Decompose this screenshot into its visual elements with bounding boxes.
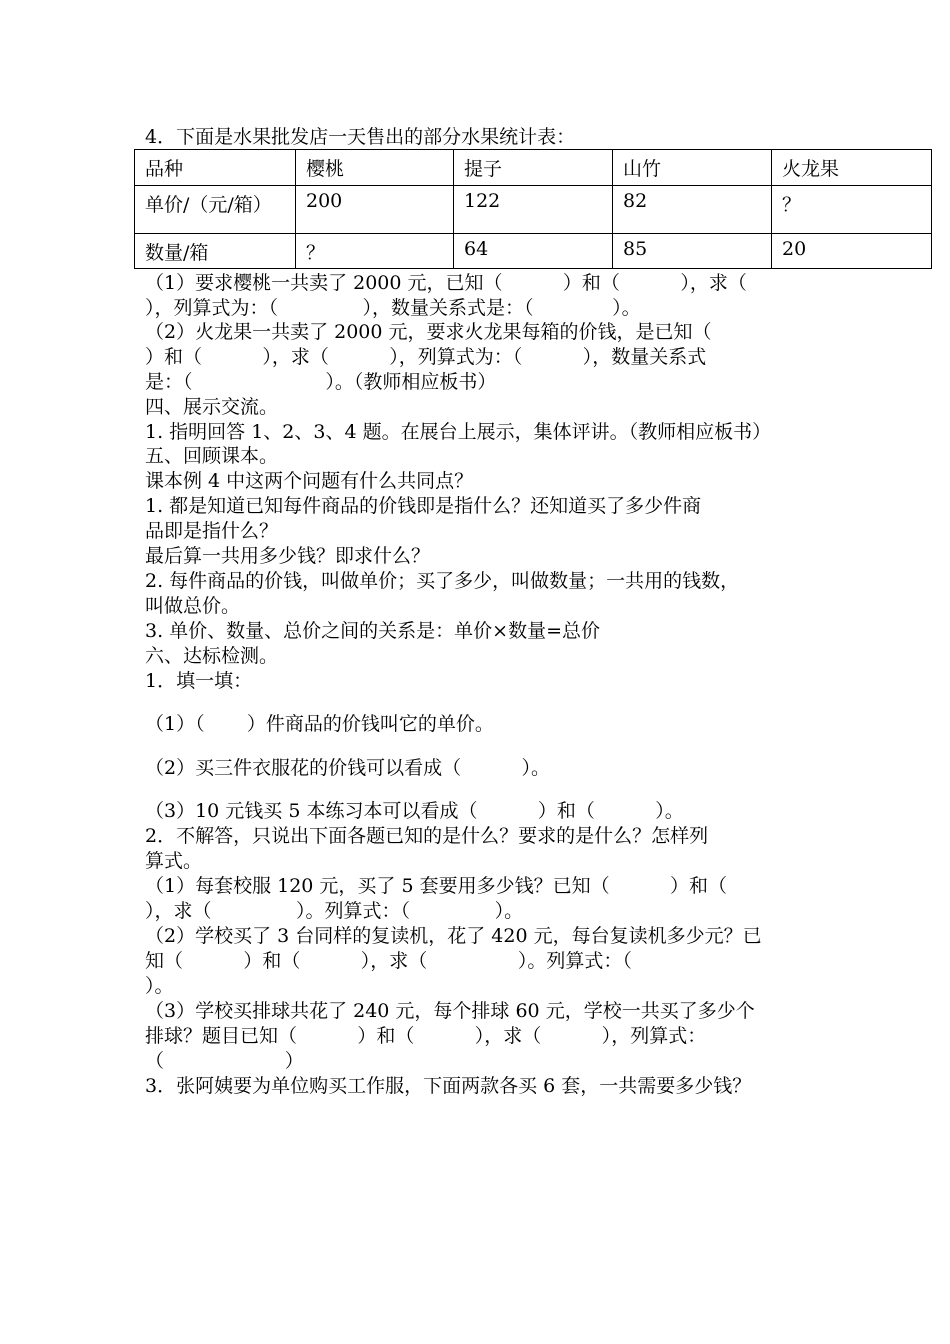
text-line: （1）（ ）件商品的价钱叫它的单价。 bbox=[145, 713, 494, 735]
table-cell: 64 bbox=[454, 234, 613, 269]
text-line: （2）买三件衣服花的价钱可以看成（ ）。 bbox=[145, 757, 550, 779]
text-line: ），求（ ）。列算式：（ ）。 bbox=[145, 900, 524, 922]
text-line: ），列算式为：（ ），数量关系式是：（ ）。 bbox=[145, 297, 641, 319]
table-row bbox=[135, 186, 932, 234]
text-line: （2）学校买了 3 台同样的复读机，花了 420 元，每台复读机多少元？已 bbox=[145, 925, 762, 947]
text-line: 最后算一共用多少钱？即求什么？ bbox=[145, 545, 431, 567]
text-line: （3）10 元钱买 5 本练习本可以看成（ ）和（ ）。 bbox=[145, 800, 684, 822]
table-cell: 122 bbox=[454, 186, 613, 234]
section-heading: 六、达标检测。 bbox=[145, 645, 279, 667]
section-heading: 四、展示交流。 bbox=[145, 396, 279, 418]
table-row bbox=[135, 150, 932, 186]
table-cell: 品种 bbox=[135, 150, 296, 186]
text-line: 是：（ ）。（教师相应板书） bbox=[145, 371, 497, 393]
table-cell: ？ bbox=[296, 234, 454, 269]
text-line: 1. 都是知道已知每件商品的价钱即是指什么？还知道买了多少件商 bbox=[145, 495, 702, 517]
table-cell: 200 bbox=[296, 186, 454, 234]
text-line: （3）学校买排球共花了 240 元，每个排球 60 元，学校一共买了多少个 bbox=[145, 1000, 755, 1022]
text-line: 排球？题目已知（ ）和（ ），求（ ），列算式： bbox=[145, 1025, 707, 1047]
table-cell: 山竹 bbox=[613, 150, 772, 186]
text-line: （1）要求樱桃一共卖了 2000 元，已知（ ）和（ ），求（ bbox=[145, 272, 747, 294]
table-cell: 樱桃 bbox=[296, 150, 454, 186]
text-line: 2. 每件商品的价钱，叫做单价；买了多少，叫做数量；一共用的钱数， bbox=[145, 570, 740, 592]
text-line: 1. 指明回答 1、2、3、4 题。在展台上展示，集体评讲。（教师相应板书） bbox=[145, 421, 772, 443]
text-line: ）和（ ），求（ ），列算式为：（ ），数量关系式 bbox=[145, 346, 707, 368]
text-line: （2）火龙果一共卖了 2000 元，要求火龙果每箱的价钱，是已知（ bbox=[145, 321, 712, 343]
table-cell: 82 bbox=[613, 186, 772, 234]
text-line: 1．填一填： bbox=[145, 670, 253, 692]
section-heading: 五、回顾课本。 bbox=[145, 445, 279, 467]
table-cell: 火龙果 bbox=[772, 150, 932, 186]
text-line: 算式。 bbox=[145, 850, 203, 872]
text-line: 课本例 4 中这两个问题有什么共同点？ bbox=[145, 470, 474, 492]
table-row bbox=[135, 234, 932, 269]
table-cell: 85 bbox=[613, 234, 772, 269]
table-cell: 单价/（元/箱） bbox=[135, 186, 296, 234]
text-line: ）。 bbox=[145, 975, 174, 997]
text-line: 3．张阿姨要为单位购买工作服，下面两款各买 6 套，一共需要多少钱？ bbox=[145, 1075, 752, 1097]
table-cell: ？ bbox=[772, 186, 932, 234]
text-line: 叫做总价。 bbox=[145, 595, 241, 617]
text-line: （1）每套校服 120 元，买了 5 套要用多少钱？已知（ ）和（ bbox=[145, 875, 727, 897]
table-cell: 提子 bbox=[454, 150, 613, 186]
table-cell: 数量/箱 bbox=[135, 234, 296, 269]
question-4-title: 4．下面是水果批发店一天售出的部分水果统计表： bbox=[145, 126, 576, 148]
text-line: 知（ ）和（ ），求（ ）。列算式：（ bbox=[145, 950, 632, 972]
text-line: 3. 单价、数量、总价之间的关系是：单价×数量=总价 bbox=[145, 620, 601, 642]
fruit-sales-table bbox=[134, 149, 932, 269]
text-line: 品即是指什么？ bbox=[145, 520, 279, 542]
text-line: 2．不解答，只说出下面各题已知的是什么？要求的是什么？怎样列 bbox=[145, 825, 709, 847]
text-line: （ ） bbox=[145, 1050, 304, 1072]
table-cell: 20 bbox=[772, 234, 932, 269]
